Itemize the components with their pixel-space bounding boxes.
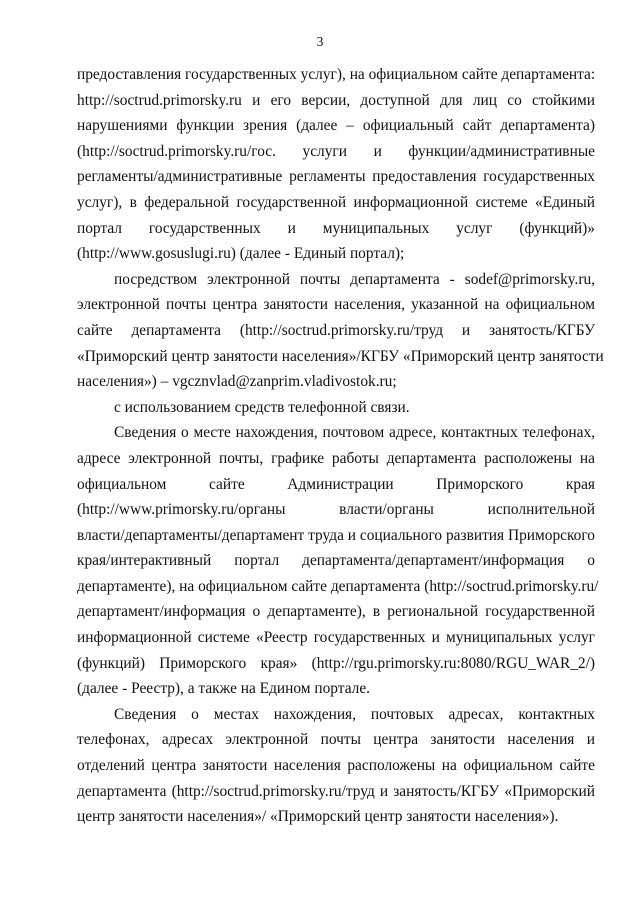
text-line: края/интерактивный портал департамента/департамент/информация о [77,552,595,570]
text-line: департамента (http://soctrud.primorsky.ru/труд и занятость/КГБУ «Приморский [77,782,595,800]
text-line: Сведения о местах нахождения, почтовых адресах, контактных [114,705,595,723]
text-line: нарушениями функции зрения (далее – официальный сайт департамента) [77,117,595,135]
text-line: с использованием средств телефонной связи. [114,398,410,416]
text-line: (http://www.gosuslugi.ru) (далее - Единый портал); [77,245,405,263]
text-line: посредством электронной почты департамента - sodef@primorsky.ru, [114,270,595,288]
text-line: http://soctrud.primorsky.ru и его версии, доступной для лиц со стойкими [77,91,595,109]
page-number: 3 [316,34,324,49]
text-line: (http://soctrud.primorsky.ru/гос. услуги и функции/административные [77,142,595,160]
text-line: населения») – vgcznvlad@zanprim.vladivostok.ru; [77,373,397,391]
text-line: электронной почты центра занятости населения, указанной на официальном [77,296,595,314]
text-line: власти/департаменты/департамент труда и социального развития Приморского [77,526,595,544]
text-line: (функций) Приморского края» (http://rgu.primorsky.ru:8080/RGU_WAR_2/) [77,654,595,672]
text-line: официальном сайте Администрации Приморского края [77,475,595,493]
text-line: департамент/информация о департаменте), в региональной государственной [77,603,595,621]
text-line: услуг), в федеральной государственной информационной системе «Единый [77,193,595,211]
text-line: предоставления государственных услуг), на официальном сайте департамента: [77,66,596,83]
text-line: департаменте), на официальном сайте департамента (http://soctrud.primorsky.ru/ [77,577,599,595]
text-line: Сведения о месте нахождения, почтовом адресе, контактных телефонах, [114,424,595,442]
text-line: (http://www.primorsky.ru/органы власти/органы исполнительной [77,501,595,519]
document-body [77,62,604,830]
text-line: портал государственных и муниципальных услуг (функций)» [77,219,595,237]
text-line: телефонах, адресах электронной почты центра занятости населения и [77,731,595,749]
text-line: отделений центра занятости населения расположены на официальном сайте [77,757,595,775]
text-line: адресе электронной почты, графике работы департамента расположены на [77,449,595,467]
text-line: (далее - Реестр), а также на Едином портале. [77,680,371,698]
text-line: информационной системе «Реестр государственных и муниципальных услуг [77,629,595,647]
text-line: «Приморский центр занятости населения»/КГБУ «Приморский центр занятости [77,347,604,365]
text-line: сайте департамента (http://soctrud.primorsky.ru/труд и занятость/КГБУ [77,321,595,339]
text-line: центр занятости населения»/ «Приморский центр занятости населения»). [77,808,559,826]
text-line: регламенты/административные регламенты предоставления государственных [77,168,595,186]
